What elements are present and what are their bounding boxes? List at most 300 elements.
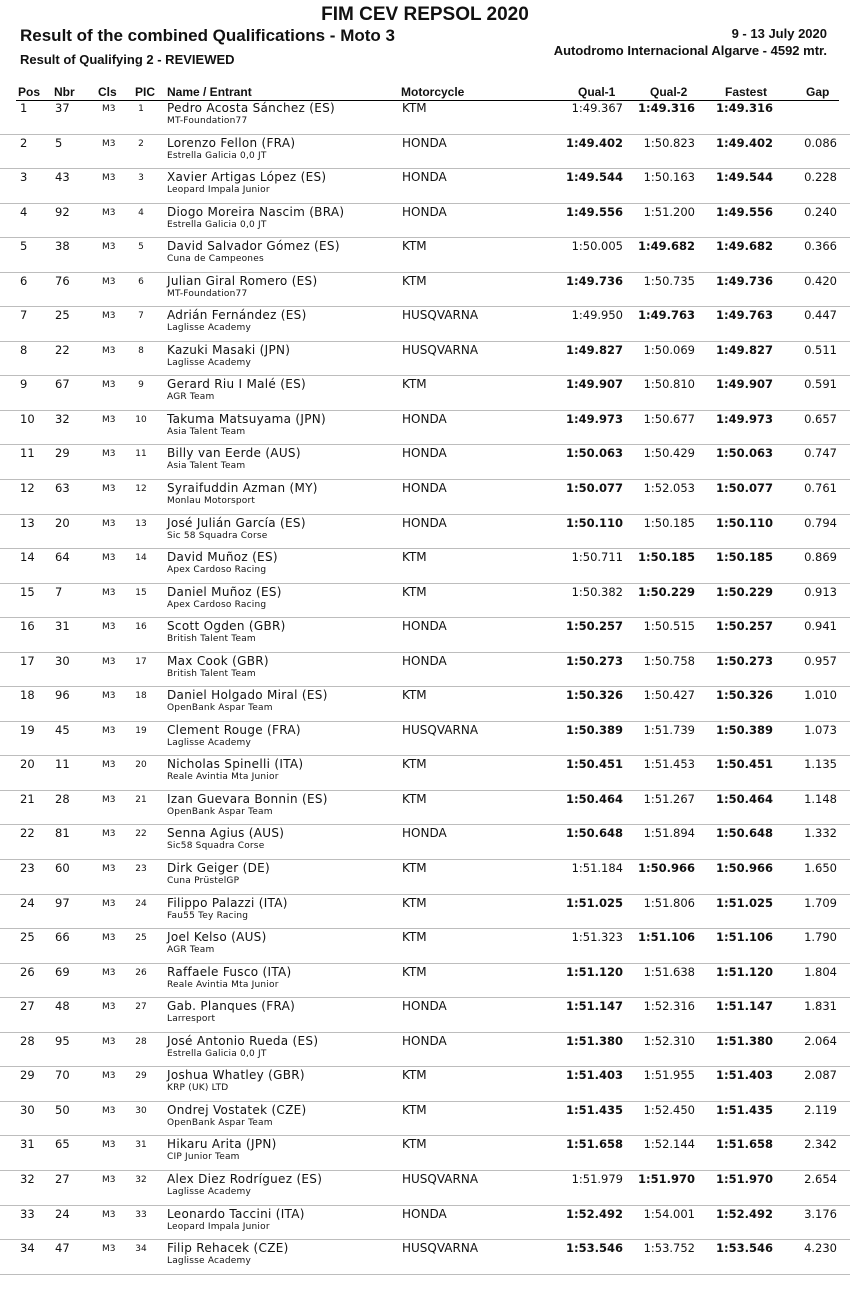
cell-q1: 1:49.736 [566, 273, 623, 288]
cell-moto: HONDA [402, 619, 447, 634]
cell-cls: M3 [102, 1036, 116, 1047]
cell-fastest: 1:53.546 [716, 1241, 773, 1256]
cell-fastest: 1:51.970 [716, 1171, 773, 1186]
cell-name: Alex Diez Rodríguez (ES) [167, 1171, 323, 1186]
cell-fastest: 1:50.648 [716, 826, 773, 841]
table-row [0, 1171, 850, 1206]
table-row [0, 204, 850, 239]
cell-pos: 8 [20, 342, 28, 357]
cell-team: Cuna PrüstelGP [167, 876, 240, 887]
cell-nbr: 69 [55, 964, 70, 979]
cell-pos: 26 [20, 964, 35, 979]
cell-gap: 0.366 [804, 239, 837, 254]
cell-name: Takuma Matsuyama (JPN) [167, 411, 327, 426]
cell-name: Adrián Fernández (ES) [167, 308, 307, 323]
cell-pic: 11 [135, 449, 147, 460]
cell-moto: HUSQVARNA [402, 342, 479, 357]
cell-q1: 1:53.546 [566, 1241, 623, 1256]
cell-team: Laglisse Academy [167, 1256, 252, 1267]
cell-pos: 14 [20, 550, 35, 565]
cell-pic: 9 [138, 380, 144, 391]
cell-nbr: 27 [55, 1171, 70, 1186]
cell-team: KRP (UK) LTD [167, 1083, 229, 1094]
cell-fastest: 1:50.273 [716, 653, 773, 668]
cell-q1: 1:51.323 [571, 930, 623, 945]
cell-nbr: 11 [55, 757, 70, 772]
cell-nbr: 31 [55, 619, 70, 634]
cell-q1: 1:50.077 [566, 481, 623, 496]
cell-gap: 0.228 [804, 170, 837, 185]
cell-q2: 1:52.316 [643, 999, 695, 1014]
cell-gap: 0.869 [804, 550, 837, 565]
cell-nbr: 43 [55, 170, 70, 185]
cell-gap: 1.650 [804, 861, 837, 876]
cell-cls: M3 [102, 898, 116, 909]
cell-nbr: 64 [55, 550, 70, 565]
cell-pos: 6 [20, 273, 28, 288]
cell-q2: 1:50.677 [643, 411, 695, 426]
cell-name: Daniel Muñoz (ES) [167, 584, 282, 599]
cell-name: Billy van Eerde (AUS) [167, 446, 301, 461]
cell-fastest: 1:50.966 [716, 861, 773, 876]
cell-cls: M3 [102, 207, 116, 218]
cell-fastest: 1:51.025 [716, 895, 773, 910]
cell-pic: 32 [135, 1174, 147, 1185]
cell-moto: HONDA [402, 411, 447, 426]
cell-fastest: 1:51.658 [716, 1137, 773, 1152]
cell-pic: 19 [135, 725, 147, 736]
cell-q1: 1:50.005 [571, 239, 623, 254]
cell-moto: HONDA [402, 170, 447, 185]
cell-q2: 1:50.758 [643, 653, 695, 668]
table-row [0, 342, 850, 377]
table-row [0, 411, 850, 446]
cell-nbr: 50 [55, 1102, 70, 1117]
cell-gap: 0.511 [804, 342, 837, 357]
table-row [0, 618, 850, 653]
cell-fastest: 1:50.451 [716, 757, 773, 772]
cell-moto: KTM [402, 861, 427, 876]
cell-cls: M3 [102, 518, 116, 529]
table-row [0, 1240, 850, 1275]
cell-q2: 1:51.806 [643, 895, 695, 910]
cell-cls: M3 [102, 553, 116, 564]
cell-moto: HONDA [402, 446, 447, 461]
cell-cls: M3 [102, 933, 116, 944]
cell-cls: M3 [102, 173, 116, 184]
cell-moto: KTM [402, 964, 427, 979]
cell-cls: M3 [102, 242, 116, 253]
cell-name: Filip Rehacek (CZE) [167, 1241, 289, 1256]
table-row [0, 1136, 850, 1171]
cell-moto: KTM [402, 1137, 427, 1152]
cell-q2: 1:51.638 [643, 964, 695, 979]
cell-cls: M3 [102, 1105, 116, 1116]
cell-moto: HUSQVARNA [402, 722, 479, 737]
cell-fastest: 1:50.185 [716, 550, 773, 565]
cell-pic: 12 [135, 484, 147, 495]
cell-cls: M3 [102, 760, 116, 771]
cell-pic: 26 [135, 967, 147, 978]
cell-name: José Julián García (ES) [167, 515, 306, 530]
cell-pos: 17 [20, 653, 35, 668]
cell-pos: 31 [20, 1137, 35, 1152]
cell-q2: 1:50.427 [643, 688, 695, 703]
cell-pic: 14 [135, 553, 147, 564]
table-row [0, 273, 850, 308]
cell-nbr: 92 [55, 204, 70, 219]
cell-nbr: 96 [55, 688, 70, 703]
table-row [0, 895, 850, 930]
cell-q2: 1:49.682 [638, 239, 695, 254]
cell-moto: KTM [402, 1068, 427, 1083]
cell-cls: M3 [102, 1071, 116, 1082]
cell-moto: KTM [402, 550, 427, 565]
cell-team: OpenBank Aspar Team [167, 806, 273, 817]
cell-name: Izan Guevara Bonnin (ES) [167, 791, 328, 806]
cell-cls: M3 [102, 1002, 116, 1013]
cell-team: Estrella Galicia 0,0 JT [167, 1048, 267, 1059]
cell-q1: 1:50.711 [571, 550, 623, 565]
cell-gap: 0.794 [804, 515, 837, 530]
cell-team: Laglisse Academy [167, 737, 252, 748]
cell-fastest: 1:50.257 [716, 619, 773, 634]
cell-team: Cuna de Campeones [167, 254, 264, 265]
cell-name: Gab. Planques (FRA) [167, 999, 296, 1014]
cell-q2: 1:50.069 [643, 342, 695, 357]
cell-team: OpenBank Aspar Team [167, 703, 273, 714]
cell-moto: HONDA [402, 653, 447, 668]
cell-gap: 0.447 [804, 308, 837, 323]
cell-moto: KTM [402, 688, 427, 703]
table-row [0, 238, 850, 273]
cell-gap: 0.913 [804, 584, 837, 599]
cell-moto: KTM [402, 377, 427, 392]
table-row [0, 1102, 850, 1137]
cell-pos: 10 [20, 411, 35, 426]
cell-q1: 1:51.403 [566, 1068, 623, 1083]
cell-gap: 4.230 [804, 1241, 837, 1256]
cell-q2: 1:50.429 [643, 446, 695, 461]
cell-name: Ondrej Vostatek (CZE) [167, 1102, 307, 1117]
cell-gap: 2.064 [804, 1033, 837, 1048]
table-row [0, 825, 850, 860]
cell-cls: M3 [102, 691, 116, 702]
cell-q2: 1:51.739 [643, 722, 695, 737]
cell-team: MT-Foundation77 [167, 288, 248, 299]
cell-fastest: 1:50.326 [716, 688, 773, 703]
cell-nbr: 45 [55, 722, 70, 737]
cell-q2: 1:52.450 [643, 1102, 695, 1117]
cell-pos: 12 [20, 481, 35, 496]
cell-moto: HONDA [402, 135, 447, 150]
cell-gap: 1.332 [804, 826, 837, 841]
cell-pic: 8 [138, 345, 144, 356]
cell-team: British Talent Team [167, 634, 256, 645]
cell-fastest: 1:50.389 [716, 722, 773, 737]
cell-team: British Talent Team [167, 668, 256, 679]
cell-team: MT-Foundation77 [167, 116, 248, 126]
cell-pic: 20 [135, 760, 147, 771]
cell-moto: HUSQVARNA [402, 1171, 479, 1186]
cell-cls: M3 [102, 345, 116, 356]
cell-pos: 28 [20, 1033, 35, 1048]
cell-name: Dirk Geiger (DE) [167, 861, 271, 876]
cell-pos: 20 [20, 757, 35, 772]
cell-pic: 2 [138, 138, 144, 149]
table-row [0, 1067, 850, 1102]
cell-fastest: 1:50.229 [716, 584, 773, 599]
cell-pic: 33 [135, 1209, 147, 1220]
cell-pos: 11 [20, 446, 35, 461]
cell-gap: 0.761 [804, 481, 837, 496]
cell-pos: 34 [20, 1241, 35, 1256]
cell-q2: 1:51.200 [643, 204, 695, 219]
cell-fastest: 1:51.120 [716, 964, 773, 979]
cell-moto: HONDA [402, 826, 447, 841]
cell-pos: 7 [20, 308, 28, 323]
cell-nbr: 38 [55, 239, 70, 254]
cell-q2: 1:51.955 [643, 1068, 695, 1083]
cell-cls: M3 [102, 311, 116, 322]
cell-q2: 1:52.053 [643, 481, 695, 496]
cell-q1: 1:49.973 [566, 411, 623, 426]
cell-cls: M3 [102, 829, 116, 840]
cell-q2: 1:51.453 [643, 757, 695, 772]
cell-team: Asia Talent Team [167, 426, 246, 437]
cell-pic: 10 [135, 414, 147, 425]
cell-fastest: 1:50.077 [716, 481, 773, 496]
cell-team: Estrella Galicia 0,0 JT [167, 219, 267, 230]
cell-q2: 1:50.823 [643, 135, 695, 150]
cell-pic: 23 [135, 864, 147, 875]
cell-fastest: 1:49.827 [716, 342, 773, 357]
table-row [0, 860, 850, 895]
cell-name: Syraifuddin Azman (MY) [167, 481, 318, 496]
cell-gap: 1.804 [804, 964, 837, 979]
table-row [0, 549, 850, 584]
cell-q1: 1:50.464 [566, 791, 623, 806]
cell-q2: 1:51.267 [643, 791, 695, 806]
cell-cls: M3 [102, 587, 116, 598]
table-row [0, 100, 850, 135]
cell-cls: M3 [102, 1244, 116, 1255]
cell-q1: 1:50.257 [566, 619, 623, 634]
cell-team: Laglisse Academy [167, 357, 252, 368]
cell-pos: 13 [20, 515, 35, 530]
cell-q1: 1:51.184 [571, 861, 623, 876]
cell-q1: 1:50.063 [566, 446, 623, 461]
cell-fastest: 1:50.063 [716, 446, 773, 461]
table-row [0, 515, 850, 550]
col-name-header: Name / Entrant [167, 85, 252, 99]
cell-fastest: 1:49.973 [716, 411, 773, 426]
cell-q1: 1:51.658 [566, 1137, 623, 1152]
cell-pic: 34 [135, 1244, 147, 1255]
cell-name: Joel Kelso (AUS) [167, 930, 267, 945]
cell-q1: 1:52.492 [566, 1206, 623, 1221]
cell-nbr: 65 [55, 1137, 70, 1152]
cell-q1: 1:50.273 [566, 653, 623, 668]
cell-moto: HONDA [402, 999, 447, 1014]
cell-gap: 0.941 [804, 619, 837, 634]
cell-nbr: 30 [55, 653, 70, 668]
cell-q1: 1:51.025 [566, 895, 623, 910]
col-pic-header: PIC [135, 85, 156, 99]
cell-cls: M3 [102, 1209, 116, 1220]
cell-nbr: 95 [55, 1033, 70, 1048]
cell-cls: M3 [102, 484, 116, 495]
cell-pic: 18 [135, 691, 147, 702]
cell-cls: M3 [102, 414, 116, 425]
event-date: 9 - 13 July 2020 [731, 26, 827, 41]
cell-name: Raffaele Fusco (ITA) [167, 964, 292, 979]
cell-gap: 1.010 [804, 688, 837, 703]
cell-pic: 29 [135, 1071, 147, 1082]
cell-q1: 1:49.827 [566, 342, 623, 357]
table-row [0, 135, 850, 170]
cell-gap: 1.135 [804, 757, 837, 772]
document-subtitle: Result of the combined Qualifications - Moto 3 [20, 26, 395, 45]
cell-cls: M3 [102, 656, 116, 667]
cell-pos: 3 [20, 170, 28, 185]
table-row [0, 722, 850, 757]
cell-team: Estrella Galicia 0,0 JT [167, 150, 267, 161]
cell-cls: M3 [102, 725, 116, 736]
col-cls-header: Cls [98, 85, 117, 99]
cell-pic: 22 [135, 829, 147, 840]
cell-q1: 1:49.556 [566, 204, 623, 219]
cell-name: David Muñoz (ES) [167, 550, 278, 565]
cell-gap: 2.119 [804, 1102, 837, 1117]
cell-name: Scott Ogden (GBR) [167, 619, 286, 634]
cell-nbr: 25 [55, 308, 70, 323]
cell-pic: 21 [135, 794, 147, 805]
col-fastest-header: Fastest [725, 85, 768, 99]
cell-name: Senna Agius (AUS) [167, 826, 285, 841]
cell-q2: 1:50.185 [643, 515, 695, 530]
cell-moto: KTM [402, 239, 427, 254]
cell-fastest: 1:50.110 [716, 515, 773, 530]
cell-team: Monlau Motorsport [167, 496, 256, 507]
cell-team: Laglisse Academy [167, 1186, 252, 1197]
cell-pos: 19 [20, 722, 35, 737]
cell-q2: 1:52.144 [643, 1137, 695, 1152]
cell-fastest: 1:49.763 [716, 308, 773, 323]
cell-nbr: 60 [55, 861, 70, 876]
cell-gap: 0.957 [804, 653, 837, 668]
cell-team: Apex Cardoso Racing [167, 599, 267, 610]
document-title: FIM CEV REPSOL 2020 [321, 4, 529, 25]
cell-pic: 16 [135, 622, 147, 633]
cell-nbr: 20 [55, 515, 70, 530]
cell-pos: 22 [20, 826, 35, 841]
cell-q2: 1:50.185 [638, 550, 695, 565]
cell-name: Clement Rouge (FRA) [167, 722, 301, 737]
cell-pic: 30 [135, 1105, 147, 1116]
cell-gap: 0.420 [804, 273, 837, 288]
cell-q2: 1:50.810 [643, 377, 695, 392]
cell-pos: 32 [20, 1171, 35, 1186]
cell-name: Xavier Artigas López (ES) [167, 170, 327, 185]
circuit-label: Autodromo Internacional Algarve - 4592 mtr. [553, 43, 827, 58]
cell-fastest: 1:51.106 [716, 930, 773, 945]
cell-gap: 1.790 [804, 930, 837, 945]
table-row [0, 929, 850, 964]
table-row [0, 480, 850, 515]
cell-moto: HUSQVARNA [402, 1241, 479, 1256]
cell-q1: 1:50.326 [566, 688, 623, 703]
cell-q2: 1:50.735 [643, 273, 695, 288]
cell-fastest: 1:49.316 [716, 101, 773, 115]
cell-cls: M3 [102, 138, 116, 149]
cell-moto: HUSQVARNA [402, 308, 479, 323]
cell-pos: 18 [20, 688, 35, 703]
cell-fastest: 1:51.147 [716, 999, 773, 1014]
cell-team: Sic 58 Squadra Corse [167, 530, 268, 541]
cell-cls: M3 [102, 967, 116, 978]
cell-pic: 25 [135, 933, 147, 944]
cell-cls: M3 [102, 104, 116, 114]
cell-moto: KTM [402, 1102, 427, 1117]
cell-team: AGR Team [167, 945, 215, 956]
cell-q1: 1:51.380 [566, 1033, 623, 1048]
cell-team: Leopard Impala Junior [167, 1221, 270, 1232]
cell-cls: M3 [102, 622, 116, 633]
cell-nbr: 66 [55, 930, 70, 945]
cell-team: Reale Avintia Mta Junior [167, 979, 279, 990]
cell-pic: 31 [135, 1140, 147, 1151]
cell-q1: 1:50.110 [566, 515, 623, 530]
cell-pos: 4 [20, 204, 28, 219]
cell-pic: 13 [135, 518, 147, 529]
cell-q2: 1:50.515 [643, 619, 695, 634]
col-moto-header: Motorcycle [401, 85, 465, 99]
cell-nbr: 67 [55, 377, 70, 392]
cell-moto: KTM [402, 895, 427, 910]
cell-moto: HONDA [402, 515, 447, 530]
cell-moto: HONDA [402, 1033, 447, 1048]
cell-team: Laglisse Academy [167, 323, 252, 334]
cell-nbr: 5 [55, 135, 63, 150]
cell-nbr: 81 [55, 826, 70, 841]
cell-team: Asia Talent Team [167, 461, 246, 472]
cell-q2: 1:54.001 [643, 1206, 695, 1221]
cell-q1: 1:49.544 [566, 170, 623, 185]
cell-pic: 4 [138, 207, 144, 218]
cell-nbr: 97 [55, 895, 70, 910]
cell-fastest: 1:49.544 [716, 170, 773, 185]
table-row [0, 998, 850, 1033]
cell-pos: 9 [20, 377, 28, 392]
cell-name: Nicholas Spinelli (ITA) [167, 757, 304, 772]
cell-name: Lorenzo Fellon (FRA) [167, 135, 296, 150]
cell-moto: KTM [402, 757, 427, 772]
cell-moto: HONDA [402, 204, 447, 219]
cell-name: Hikaru Arita (JPN) [167, 1137, 277, 1152]
cell-name: Gerard Riu I Malé (ES) [167, 377, 306, 392]
cell-team: Fau55 Tey Racing [167, 910, 249, 921]
cell-pic: 28 [135, 1036, 147, 1047]
cell-pic: 24 [135, 898, 147, 909]
cell-q1: 1:49.950 [571, 308, 623, 323]
cell-pos: 5 [20, 239, 28, 254]
cell-q2: 1:49.763 [638, 308, 695, 323]
cell-name: José Antonio Rueda (ES) [167, 1033, 319, 1048]
cell-team: Sic58 Squadra Corse [167, 841, 265, 852]
cell-gap: 1.709 [804, 895, 837, 910]
table-row [0, 964, 850, 999]
